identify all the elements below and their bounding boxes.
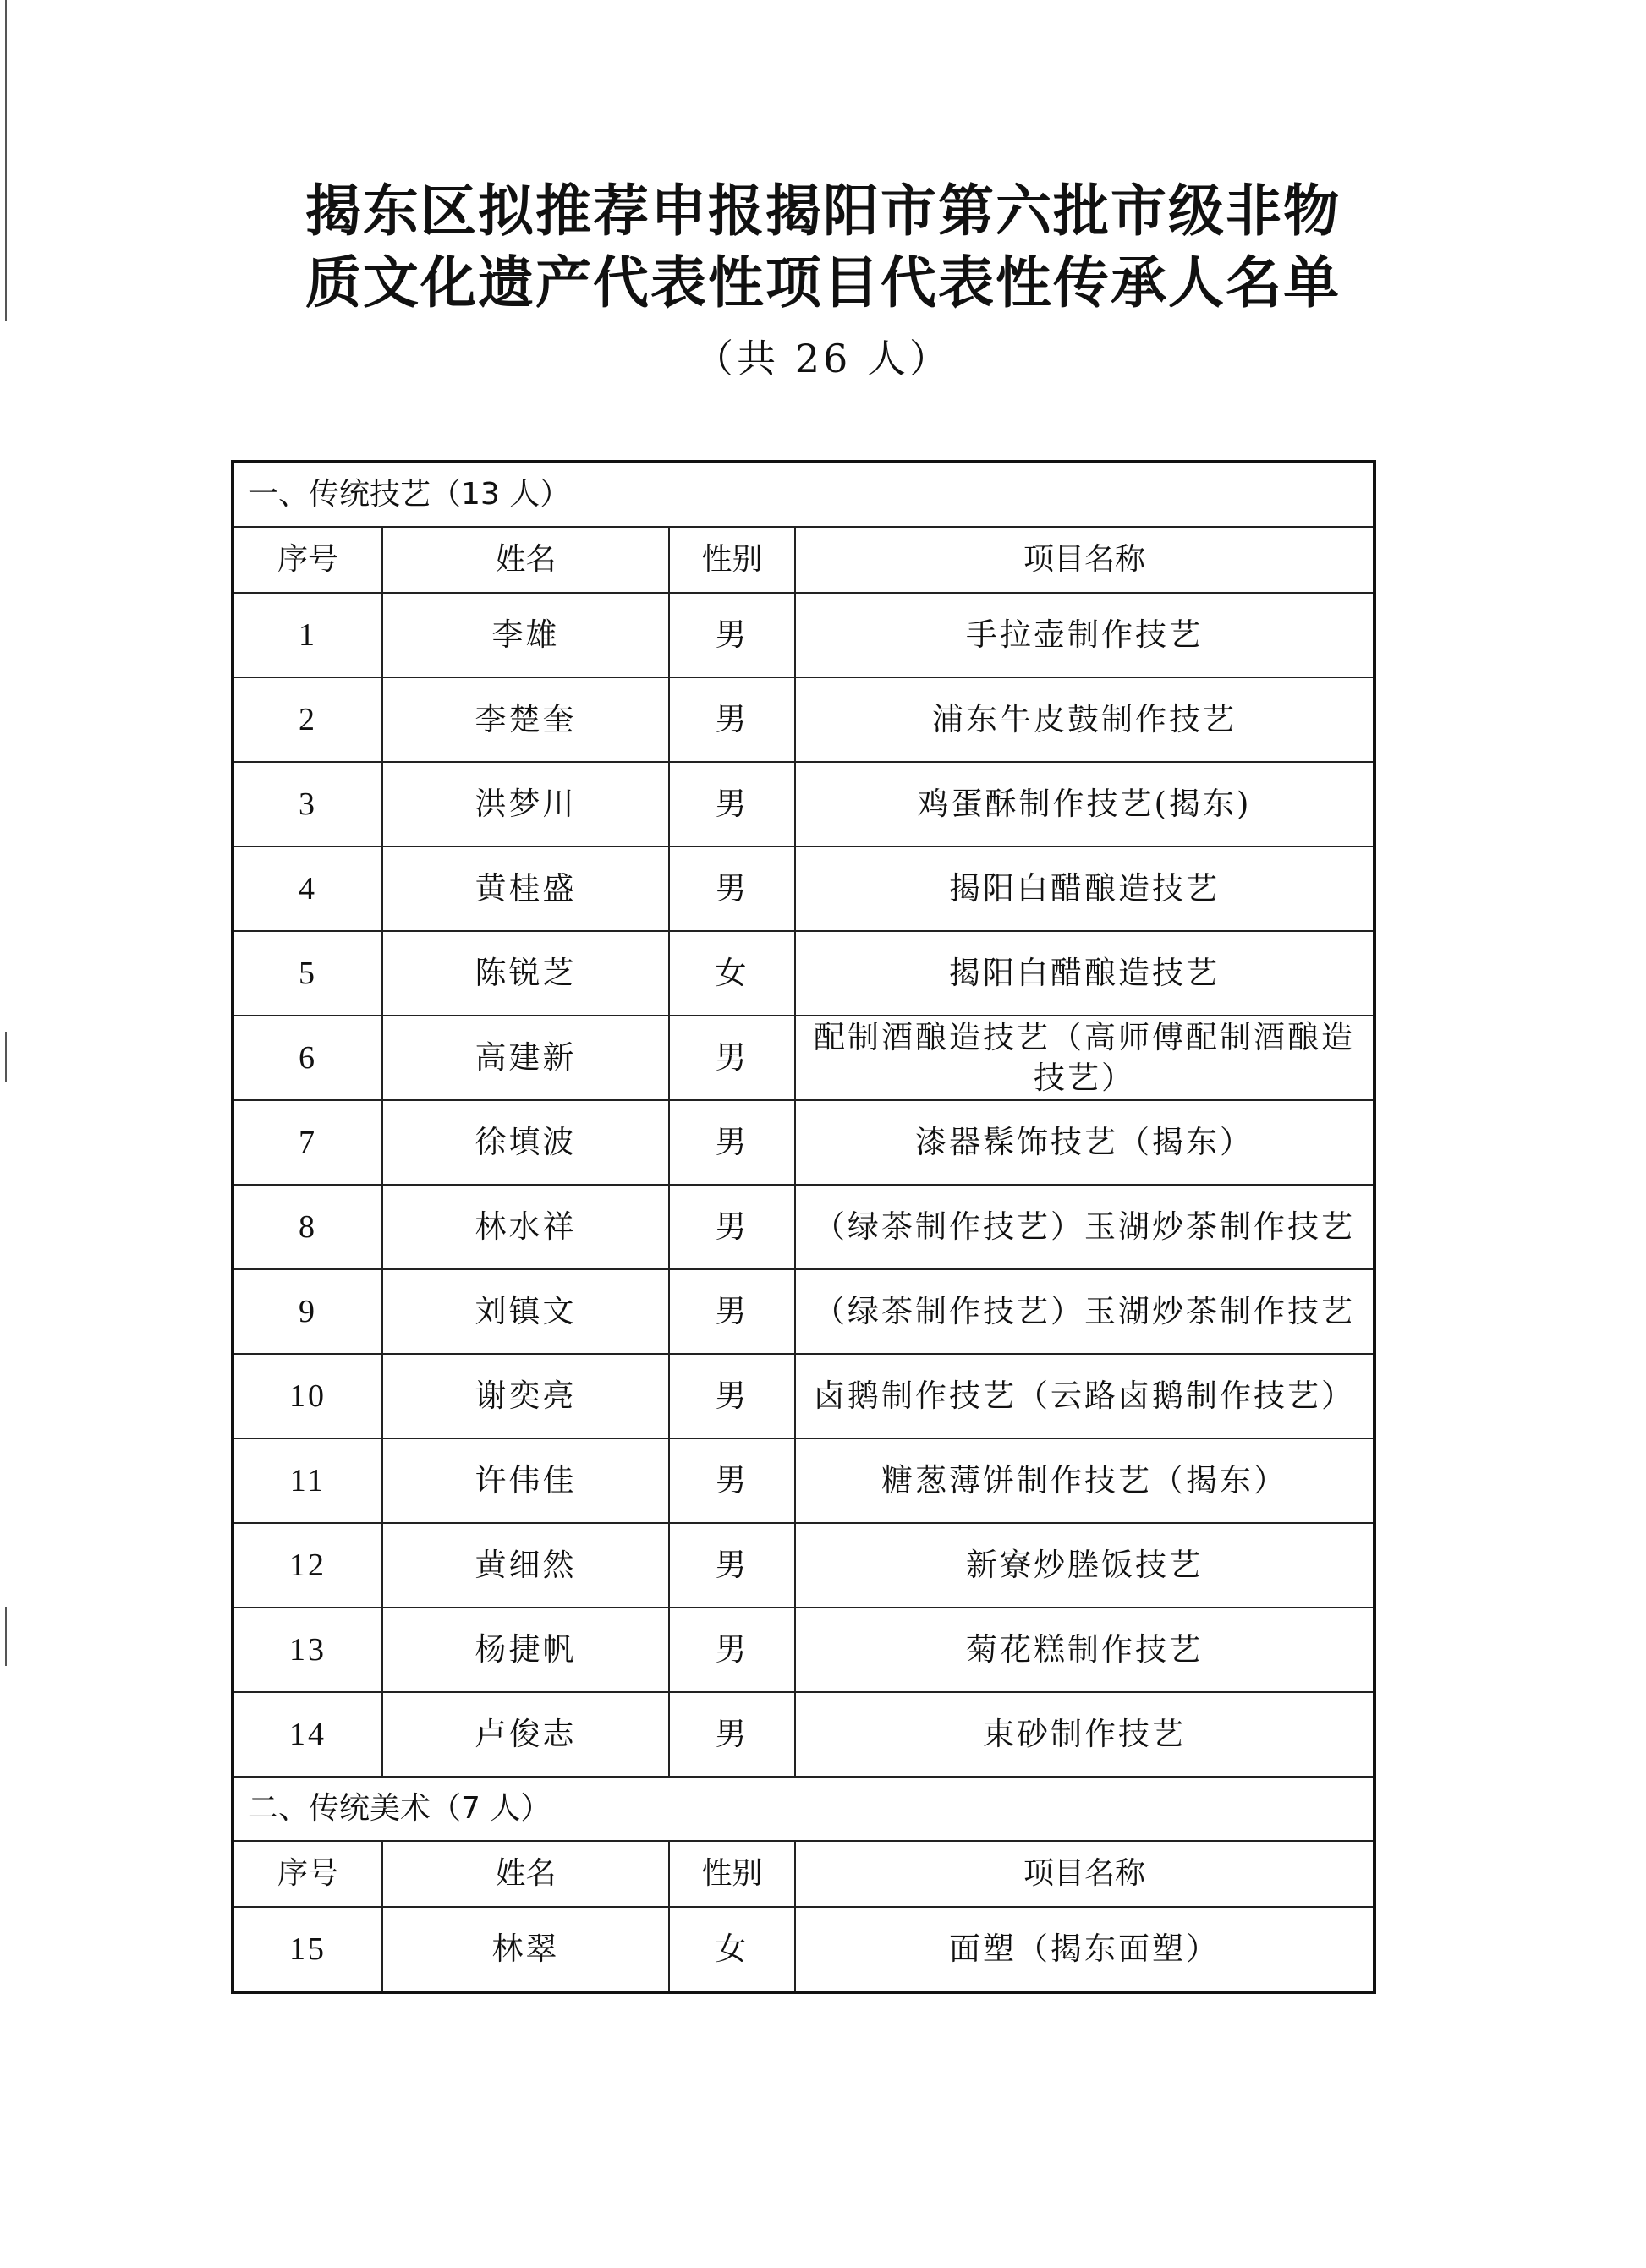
- gender-cell: 男: [669, 1100, 795, 1185]
- name-cell: 卢俊志: [382, 1692, 669, 1777]
- gender-cell: 男: [669, 1523, 795, 1608]
- header-project-name: 项目名称: [795, 527, 1374, 593]
- row-number-cell: 2: [233, 677, 382, 762]
- gender-cell: 男: [669, 677, 795, 762]
- roster-table: [231, 460, 1376, 1994]
- name-cell: 黄细然: [382, 1523, 669, 1608]
- gender-cell: 女: [669, 931, 795, 1016]
- gender-cell: 男: [669, 846, 795, 931]
- table-row: [233, 1269, 1374, 1354]
- gender-cell: 男: [669, 1354, 795, 1438]
- project-name-cell: 面塑（揭东面塑）: [795, 1907, 1374, 1992]
- column-header-row: [233, 1841, 1374, 1907]
- gender-cell: 女: [669, 1907, 795, 1992]
- table-row: [233, 846, 1374, 931]
- project-name-cell: 菊花糕制作技艺: [795, 1608, 1374, 1692]
- row-number-cell: 8: [233, 1185, 382, 1269]
- table-row: [233, 1692, 1374, 1777]
- name-cell: 李雄: [382, 593, 669, 677]
- section-title: 一、传统技艺（13 人）: [233, 462, 1374, 527]
- row-number-cell: 6: [233, 1016, 382, 1100]
- gender-cell: 男: [669, 593, 795, 677]
- header-number: 序号: [233, 527, 382, 593]
- name-cell: 林水祥: [382, 1185, 669, 1269]
- project-name-cell: 束砂制作技艺: [795, 1692, 1374, 1777]
- project-name-cell: 新寮炒塍饭技艺: [795, 1523, 1374, 1608]
- name-cell: 徐填波: [382, 1100, 669, 1185]
- scan-margin-line: [5, 1607, 7, 1666]
- name-cell: 许伟佳: [382, 1438, 669, 1523]
- name-cell: 谢奕亮: [382, 1354, 669, 1438]
- table-row: [233, 1907, 1374, 1992]
- row-number-cell: 15: [233, 1907, 382, 1992]
- table-row: [233, 1438, 1374, 1523]
- project-name-cell: 漆器髹饰技艺（揭东）: [795, 1100, 1374, 1185]
- document-title-line-1: 揭东区拟推荐申报揭阳市第六批市级非物: [305, 178, 1341, 244]
- row-number-cell: 9: [233, 1269, 382, 1354]
- name-cell: 李楚奎: [382, 677, 669, 762]
- section-header-row: [233, 462, 1374, 527]
- project-name-cell: 手拉壶制作技艺: [795, 593, 1374, 677]
- name-cell: 洪梦川: [382, 762, 669, 846]
- name-cell: 陈锐芝: [382, 931, 669, 1016]
- roster-table-body: [233, 462, 1374, 1992]
- table-row: [233, 1016, 1374, 1100]
- row-number-cell: 4: [233, 846, 382, 931]
- name-cell: 高建新: [382, 1016, 669, 1100]
- project-name-cell: 鸡蛋酥制作技艺(揭东): [795, 762, 1374, 846]
- document-subtitle: （共 26 人）: [694, 336, 952, 381]
- header-gender: 性别: [669, 1841, 795, 1907]
- header-number: 序号: [233, 1841, 382, 1907]
- header-name: 姓名: [382, 1841, 669, 1907]
- header-project-name: 项目名称: [795, 1841, 1374, 1907]
- project-name-cell: （绿茶制作技艺）玉湖炒茶制作技艺: [795, 1269, 1374, 1354]
- gender-cell: 男: [669, 1438, 795, 1523]
- table-row: [233, 1185, 1374, 1269]
- name-cell: 刘镇文: [382, 1269, 669, 1354]
- gender-cell: 男: [669, 1608, 795, 1692]
- name-cell: 杨捷帆: [382, 1608, 669, 1692]
- section-header-row: [233, 1777, 1374, 1841]
- row-number-cell: 11: [233, 1438, 382, 1523]
- row-number-cell: 3: [233, 762, 382, 846]
- table-row: [233, 1608, 1374, 1692]
- gender-cell: 男: [669, 1692, 795, 1777]
- gender-cell: 男: [669, 1016, 795, 1100]
- scan-margin-line: [5, 1032, 7, 1082]
- project-name-cell: 揭阳白醋酿造技艺: [795, 846, 1374, 931]
- project-name-cell: 配制酒酿造技艺（高师傅配制酒酿造技艺）: [795, 1016, 1374, 1100]
- header-name: 姓名: [382, 527, 669, 593]
- name-cell: 黄桂盛: [382, 846, 669, 931]
- project-name-cell: 浦东牛皮鼓制作技艺: [795, 677, 1374, 762]
- header-gender: 性别: [669, 527, 795, 593]
- row-number-cell: 10: [233, 1354, 382, 1438]
- gender-cell: 男: [669, 762, 795, 846]
- table-row: [233, 677, 1374, 762]
- row-number-cell: 14: [233, 1692, 382, 1777]
- project-name-cell: （绿茶制作技艺）玉湖炒茶制作技艺: [795, 1185, 1374, 1269]
- project-name-cell: 揭阳白醋酿造技艺: [795, 931, 1374, 1016]
- column-header-row: [233, 527, 1374, 593]
- row-number-cell: 5: [233, 931, 382, 1016]
- gender-cell: 男: [669, 1185, 795, 1269]
- table-row: [233, 762, 1374, 846]
- table-row: [233, 1523, 1374, 1608]
- table-row: [233, 593, 1374, 677]
- table-row: [233, 931, 1374, 1016]
- project-name-cell: 卤鹅制作技艺（云路卤鹅制作技艺）: [795, 1354, 1374, 1438]
- table-row: [233, 1354, 1374, 1438]
- project-name-cell: 糖葱薄饼制作技艺（揭东）: [795, 1438, 1374, 1523]
- gender-cell: 男: [669, 1269, 795, 1354]
- name-cell: 林翠: [382, 1907, 669, 1992]
- section-title: 二、传统美术（7 人）: [233, 1777, 1374, 1841]
- document-title-line-2: 质文化遗产代表性项目代表性传承人名单: [305, 250, 1341, 315]
- row-number-cell: 7: [233, 1100, 382, 1185]
- row-number-cell: 13: [233, 1608, 382, 1692]
- row-number-cell: 12: [233, 1523, 382, 1608]
- row-number-cell: 1: [233, 593, 382, 677]
- table-row: [233, 1100, 1374, 1185]
